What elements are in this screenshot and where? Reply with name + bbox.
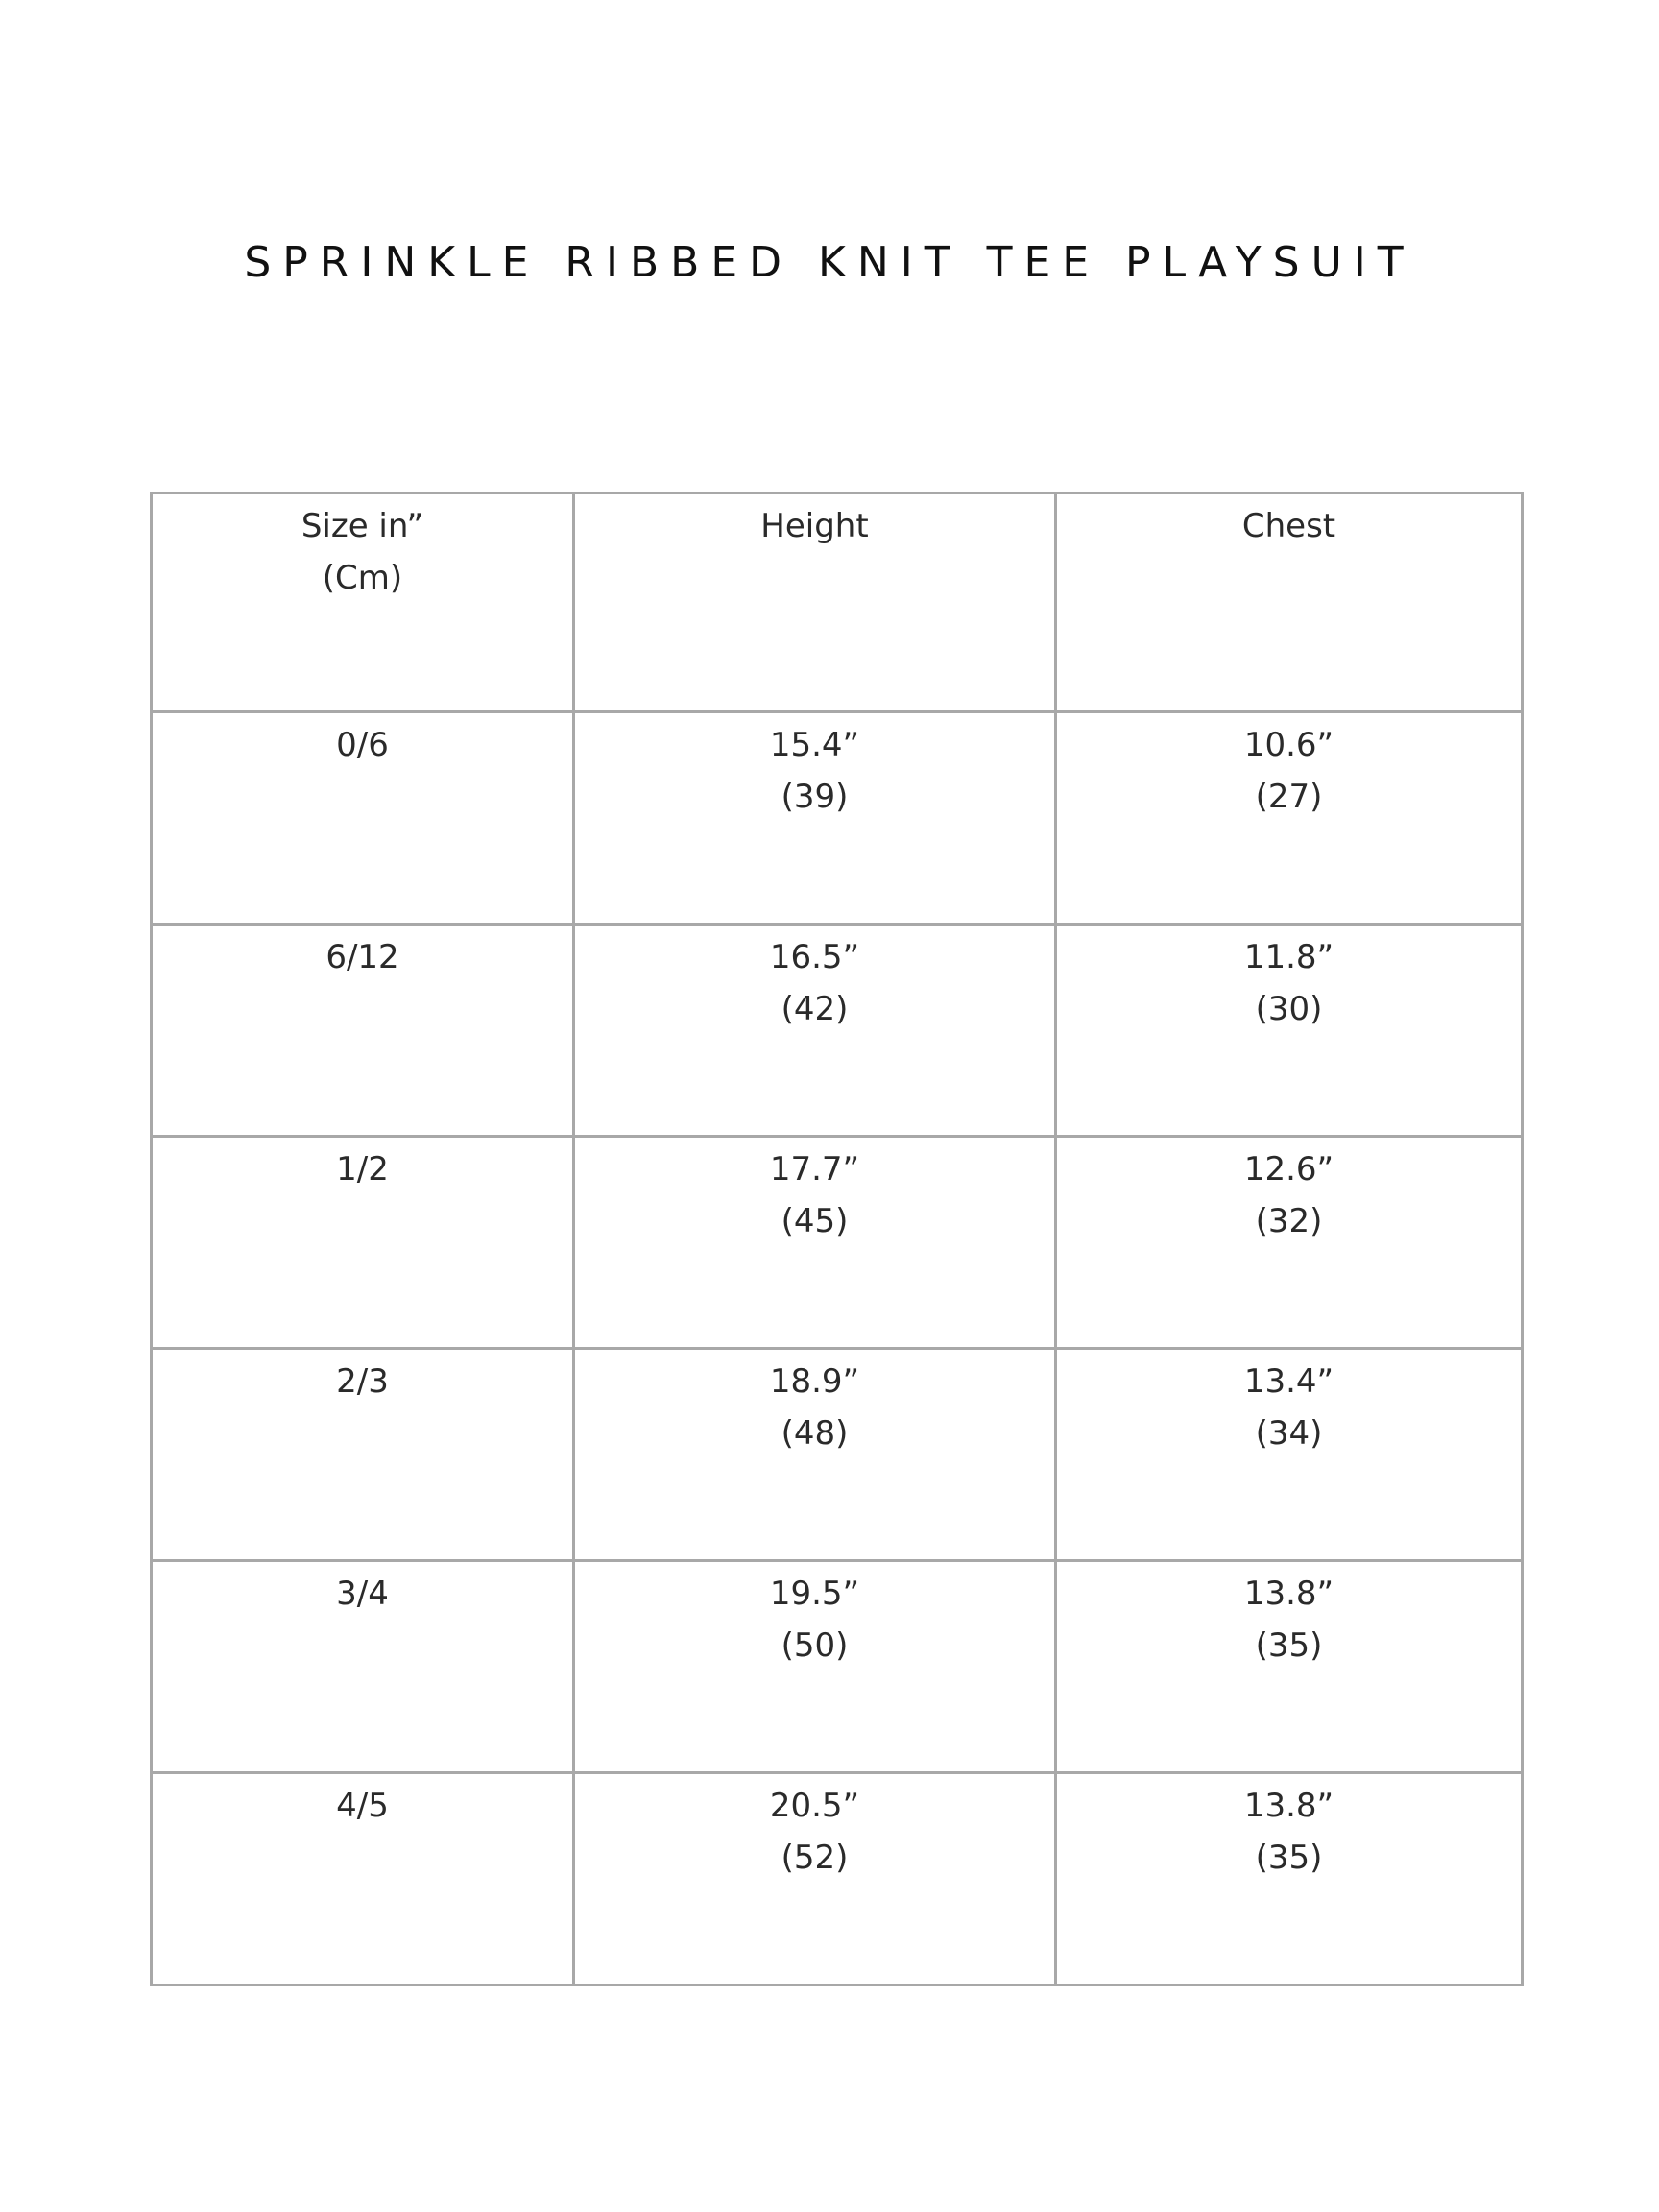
size-value: 2/3	[336, 1362, 389, 1401]
chest-inches: 11.8”	[1243, 938, 1334, 976]
height-cm: (50)	[781, 1626, 849, 1665]
height-cell	[574, 1561, 1056, 1773]
chest-inches: 13.8”	[1243, 1787, 1334, 1825]
chest-cm: (27)	[1255, 778, 1323, 816]
chest-cm: (30)	[1255, 990, 1323, 1028]
chest-cell	[1056, 925, 1523, 1137]
height-cell	[574, 1137, 1056, 1349]
size-value: 4/5	[336, 1787, 389, 1825]
chest-inches: 13.4”	[1243, 1362, 1334, 1401]
height-cell	[574, 1349, 1056, 1561]
height-inches: 19.5”	[769, 1575, 860, 1613]
chest-cell	[1056, 1773, 1523, 1985]
height-cm: (42)	[781, 990, 849, 1028]
chest-cell	[1056, 1561, 1523, 1773]
header-size	[152, 493, 574, 712]
height-cell	[574, 712, 1056, 925]
height-cm: (45)	[781, 1202, 849, 1240]
page-title: SPRINKLE RIBBED KNIT TEE PLAYSUIT	[244, 238, 1415, 287]
chest-cm: (34)	[1255, 1414, 1323, 1453]
table-row	[152, 1349, 1523, 1561]
size-cell	[152, 1349, 574, 1561]
chest-inches: 13.8”	[1243, 1575, 1334, 1613]
table-row	[152, 1773, 1523, 1985]
size-value: 3/4	[336, 1575, 389, 1613]
size-value: 1/2	[336, 1150, 389, 1189]
height-inches: 20.5”	[769, 1787, 860, 1825]
header-size-unit: (Cm)	[322, 559, 403, 597]
size-cell	[152, 1773, 574, 1985]
table-row	[152, 925, 1523, 1137]
table-header-row	[152, 493, 1523, 712]
chest-cell	[1056, 1349, 1523, 1561]
size-cell	[152, 925, 574, 1137]
chest-cell	[1056, 712, 1523, 925]
size-cell	[152, 1137, 574, 1349]
height-cm: (48)	[781, 1414, 849, 1453]
size-cell	[152, 1561, 574, 1773]
height-inches: 15.4”	[769, 726, 860, 764]
height-cm: (52)	[781, 1839, 849, 1877]
height-cell	[574, 1773, 1056, 1985]
header-chest	[1056, 493, 1523, 712]
height-cm: (39)	[781, 778, 849, 816]
table-row	[152, 1137, 1523, 1349]
table-row	[152, 1561, 1523, 1773]
size-chart-table	[150, 492, 1524, 1986]
height-inches: 17.7”	[769, 1150, 860, 1189]
height-inches: 18.9”	[769, 1362, 860, 1401]
size-value: 0/6	[336, 726, 389, 764]
table-row	[152, 712, 1523, 925]
size-cell	[152, 712, 574, 925]
chest-cell	[1056, 1137, 1523, 1349]
chest-inches: 10.6”	[1243, 726, 1334, 764]
chest-cm: (32)	[1255, 1202, 1323, 1240]
height-inches: 16.5”	[769, 938, 860, 976]
chest-cm: (35)	[1255, 1626, 1323, 1665]
header-chest-label: Chest	[1241, 507, 1336, 545]
height-cell	[574, 925, 1056, 1137]
chest-inches: 12.6”	[1243, 1150, 1334, 1189]
size-value: 6/12	[325, 938, 399, 976]
header-size-label: Size in”	[301, 507, 424, 545]
chest-cm: (35)	[1255, 1839, 1323, 1877]
header-height-label: Height	[760, 507, 869, 545]
header-height	[574, 493, 1056, 712]
